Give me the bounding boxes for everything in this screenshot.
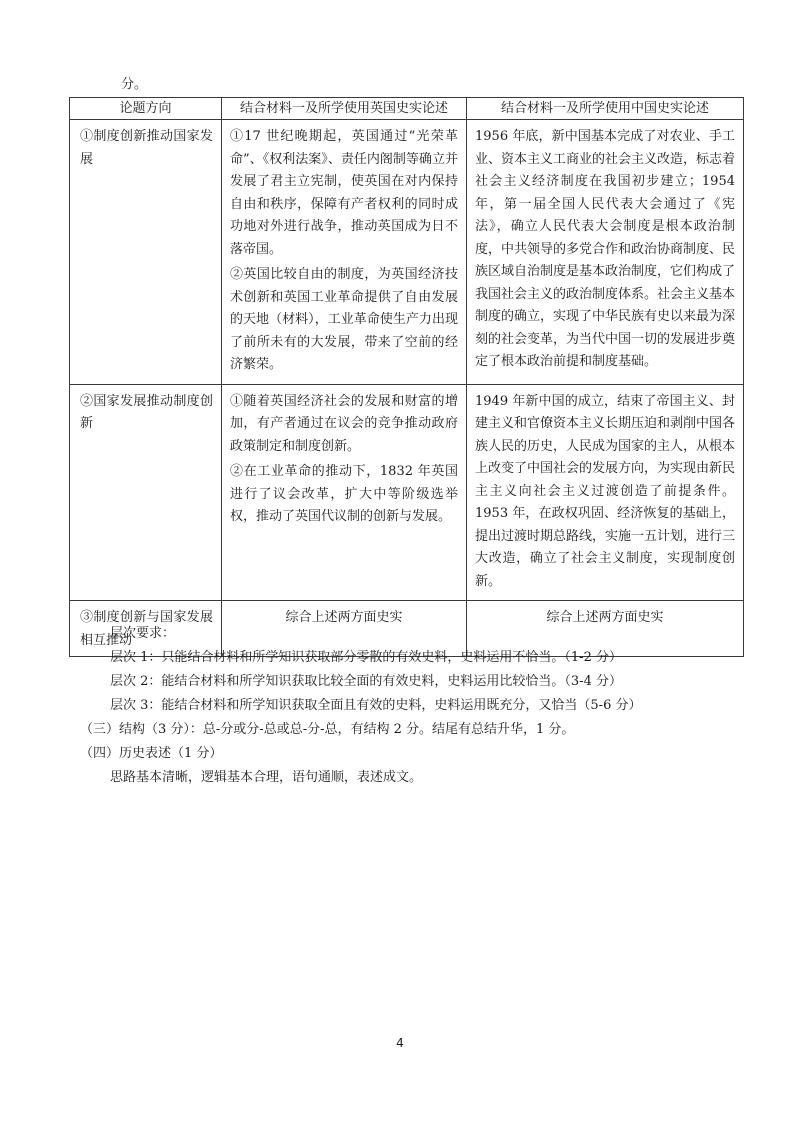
direction-cell: ②国家发展推动制度创新: [70, 384, 222, 601]
header-direction: 论题方向: [70, 98, 222, 120]
china-cell: [467, 384, 744, 601]
header-china: 结合材料一及所学使用中国史实论述: [467, 98, 744, 120]
expression-title: （四）历史表述（1 分）: [80, 746, 223, 761]
header-britain: 结合材料一及所学使用英国史实论述: [222, 98, 467, 120]
levels-title: 层次要求：: [110, 626, 176, 641]
level-1: 层次 1：只能结合材料和所学知识获取部分零散的有效史料，史料运用不恰当。（1-2 分）: [110, 650, 622, 665]
britain-point: ②在工业革命的推动下，1832 年英国进行了议会改革，扩大中等阶级选举权，推动了英国代议制的创新与发展。: [230, 464, 458, 524]
page-number: 4: [396, 1036, 404, 1050]
table-header-row: [70, 98, 744, 120]
direction-cell: ③制度创新与国家发展相互推动: [70, 601, 222, 657]
britain-cell: [222, 120, 467, 385]
britain-cell: [222, 384, 467, 601]
britain-point: ①17 世纪晚期起，英国通过“光荣革命”、《权利法案》、责任内阁制等确立并发展了君主立宪制，使英国在对内保持自由和秩序，保障有产者权利的同时成功地对外进行战争，推动英国成为日不落帝国。: [230, 129, 458, 257]
table-row: [70, 120, 744, 385]
china-cell: 综合上述两方面史实: [467, 601, 744, 657]
china-point: 1949 年新中国的成立，结束了帝国主义、封建主义和官僚资本主义长期压迫和剥削中国各族人民的历史，人民成为国家的主人，从根本上改变了中国社会的发展方向，为实现由新民主主义向社会主义过渡创造了前提条件。1953 年，在政权巩固、经济恢复的基础上，提出过渡时期总路线，实施一五计划，进行三大改造，确立了社会主义制度，实现制度创新。: [475, 393, 736, 589]
table-row: [70, 384, 744, 601]
china-point: 1956 年底，新中国基本完成了对农业、手工业、资本主义工商业的社会主义改造，标志着社会主义经济制度在我国初步建立；1954 年，第一届全国人民代表大会通过了《宪法》，确立人民代表大会制度是根本政治制度，中共领导的多党合作和政治协商制度、民族区域自治制度是基本政治制度，它们构成了我国社会主义的政治制度体系。社会主义基本制度的确立，实现了中华民族有史以来最为深刻的社会变革，为当代中国一切的发展进步奠定了根本政治前提和制度基础。: [475, 129, 736, 369]
britain-point: ①随着英国经济社会的发展和财富的增加，有产者通过在议会的竞争推动政府政策制定和制度创新。: [230, 393, 458, 454]
britain-point: ②英国比较自由的制度，为英国经济技术创新和英国工业革命提供了自由发展的天地（材料），工业革命使生产力出现了前所未有的大发展，带来了空前的经济繁荣。: [230, 267, 458, 372]
lead-fragment: 分。: [121, 77, 148, 92]
direction-cell: ①制度创新推动国家发展: [70, 120, 222, 385]
expression-text: 思路基本清晰，逻辑基本合理，语句通顺，表述成文。: [110, 770, 423, 785]
scoring-notes: [80, 622, 760, 790]
rubric-table: [69, 97, 744, 657]
china-cell: [467, 120, 744, 385]
level-3: 层次 3：能结合材料和所学知识获取全面且有效的史料，史料运用既充分，又恰当（5-6 分）: [110, 698, 642, 713]
structure-criteria: （三）结构（3 分）：总-分或分-总或总-分-总，有结构 2 分。结尾有总结升华，1 分。: [80, 722, 575, 737]
britain-cell: 综合上述两方面史实: [222, 601, 467, 657]
level-2: 层次 2：能结合材料和所学知识获取比较全面的有效史料，史料运用比较恰当。（3-4 分）: [110, 674, 622, 689]
